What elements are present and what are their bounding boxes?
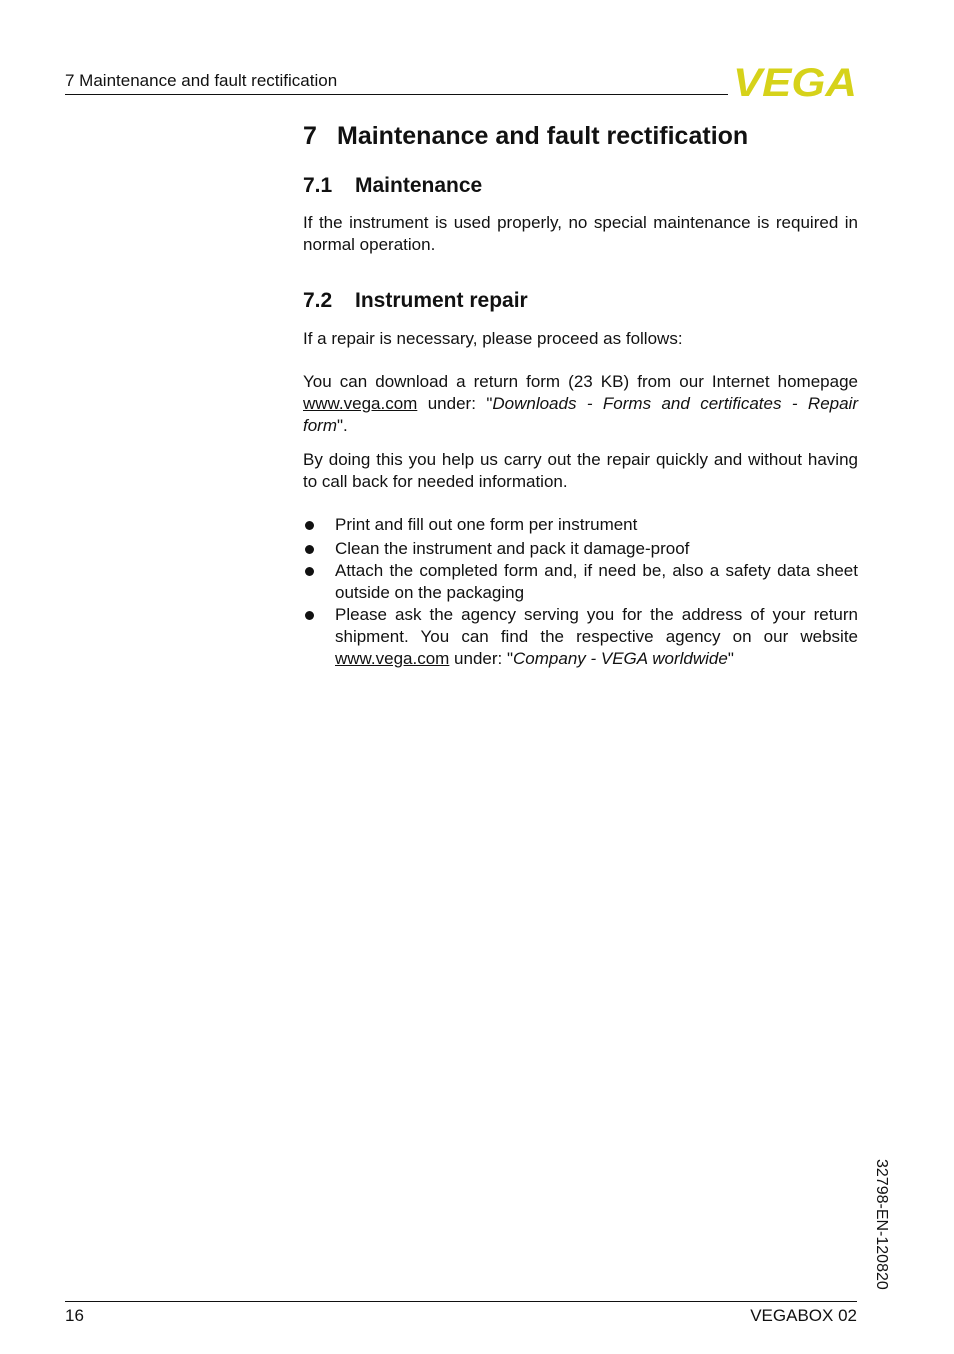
download-text: You can download a return form (23 KB) from our Internet homepage: [303, 372, 858, 391]
download-path: Downloads - Forms and certificates - Repair form: [303, 394, 858, 435]
footer-divider: [65, 1301, 857, 1302]
list-item: Attach the completed form and, if need be, also a safety data sheet outside on the packaging: [303, 560, 858, 604]
help-paragraph: By doing this you help us carry out the repair quickly and without having to call back for needed information.: [303, 450, 858, 491]
list-item-close-quote: ": [727, 649, 734, 668]
section-number: 7.1: [303, 174, 333, 197]
document-id: 32798-EN-120820: [873, 1159, 890, 1290]
list-item: [303, 604, 858, 670]
section-heading-instrument-repair: [303, 289, 858, 313]
running-header: 7 Maintenance and fault rectification: [65, 71, 338, 90]
header-divider: [65, 94, 728, 95]
list-item-under-text: under: ": [449, 649, 514, 668]
page-number: 16: [65, 1306, 84, 1325]
vega-website-link[interactable]: www.vega.com: [335, 649, 450, 668]
list-item: Print and fill out one form per instrument: [303, 514, 858, 536]
download-under-text: under: ": [417, 394, 493, 413]
list-item: Clean the instrument and pack it damage-proof: [303, 538, 858, 560]
section-title: Maintenance: [355, 174, 483, 197]
section-number: 7.2: [303, 289, 333, 312]
product-name: VEGABOX 02: [750, 1306, 857, 1325]
section-heading-maintenance: [303, 174, 858, 198]
repair-intro-paragraph: If a repair is necessary, please proceed as follows:: [303, 329, 683, 348]
vega-logo: [733, 62, 859, 102]
chapter-heading: [303, 122, 858, 151]
list-item-text: Please ask the agency serving you for the address of your return shipment. You can find the respective agency on our website: [335, 605, 858, 646]
section-title: Instrument repair: [355, 289, 528, 312]
company-path: Company - VEGA worldwide: [513, 649, 728, 668]
maintenance-paragraph: If the instrument is used properly, no special maintenance is required in normal operation.: [303, 213, 858, 254]
vega-logo-text: VEGA: [733, 62, 857, 102]
download-paragraph: [303, 371, 858, 437]
chapter-title: Maintenance and fault rectification: [337, 122, 749, 150]
repair-steps-list: [303, 514, 858, 670]
download-close-quote: ".: [337, 416, 348, 435]
vega-website-link[interactable]: www.vega.com: [303, 394, 418, 413]
chapter-number: 7: [303, 122, 317, 150]
